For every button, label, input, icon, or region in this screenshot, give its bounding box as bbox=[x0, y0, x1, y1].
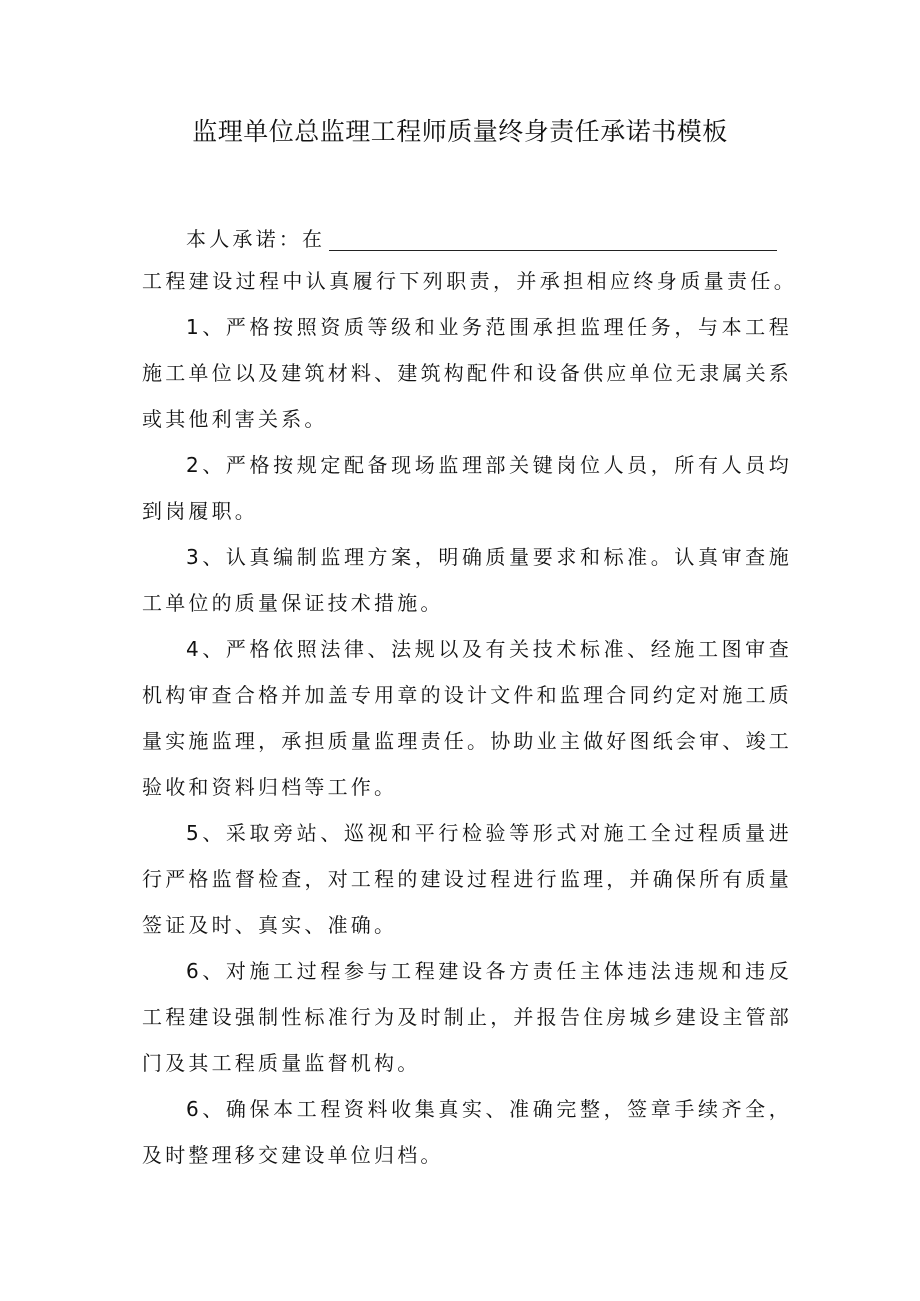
project-name-blank bbox=[329, 230, 777, 251]
commitment-item: 1、严格按照资质等级和业务范围承担监理任务，与本工程施工单位以及建筑材料、建筑构配件和设备供应单位无隶属关系或其他利害关系。 bbox=[142, 315, 792, 431]
commitment-item: 3、认真编制监理方案，明确质量要求和标准。认真审查施工单位的质量保证技术措施。 bbox=[142, 545, 792, 615]
document-body bbox=[142, 220, 798, 1178]
commitment-intro-continuation: 工程建设过程中认真履行下列职责，并承担相应终身质量责任。 bbox=[142, 269, 798, 293]
commitment-item: 6、对施工过程参与工程建设各方责任主体违法违规和违反工程建设强制性标准行为及时制止，并报告住房城乡建设主管部门及其工程质量监督机构。 bbox=[142, 959, 792, 1075]
commitment-item: 6、确保本工程资料收集真实、准确完整，签章手续齐全，及时整理移交建设单位归档。 bbox=[142, 1097, 792, 1167]
commitment-item: 4、严格依照法律、法规以及有关技术标准、经施工图审查机构审查合格并加盖专用章的设计文件和监理合同约定对施工质量实施监理，承担质量监理责任。协助业主做好图纸会审、竣工验收和资料归档等工作。 bbox=[142, 637, 792, 799]
document-title: 监理单位总监理工程师质量终身责任承诺书模板 bbox=[192, 117, 728, 146]
commitment-item: 2、严格按规定配备现场监理部关键岗位人员，所有人员均到岗履职。 bbox=[142, 453, 792, 523]
commitment-item: 5、采取旁站、巡视和平行检验等形式对施工全过程质量进行严格监督检查，对工程的建设过程进行监理，并确保所有质量签证及时、真实、准确。 bbox=[142, 821, 792, 937]
commitment-intro-line bbox=[142, 220, 792, 258]
commitment-intro-prefix: 本人承诺：在 bbox=[186, 227, 326, 251]
